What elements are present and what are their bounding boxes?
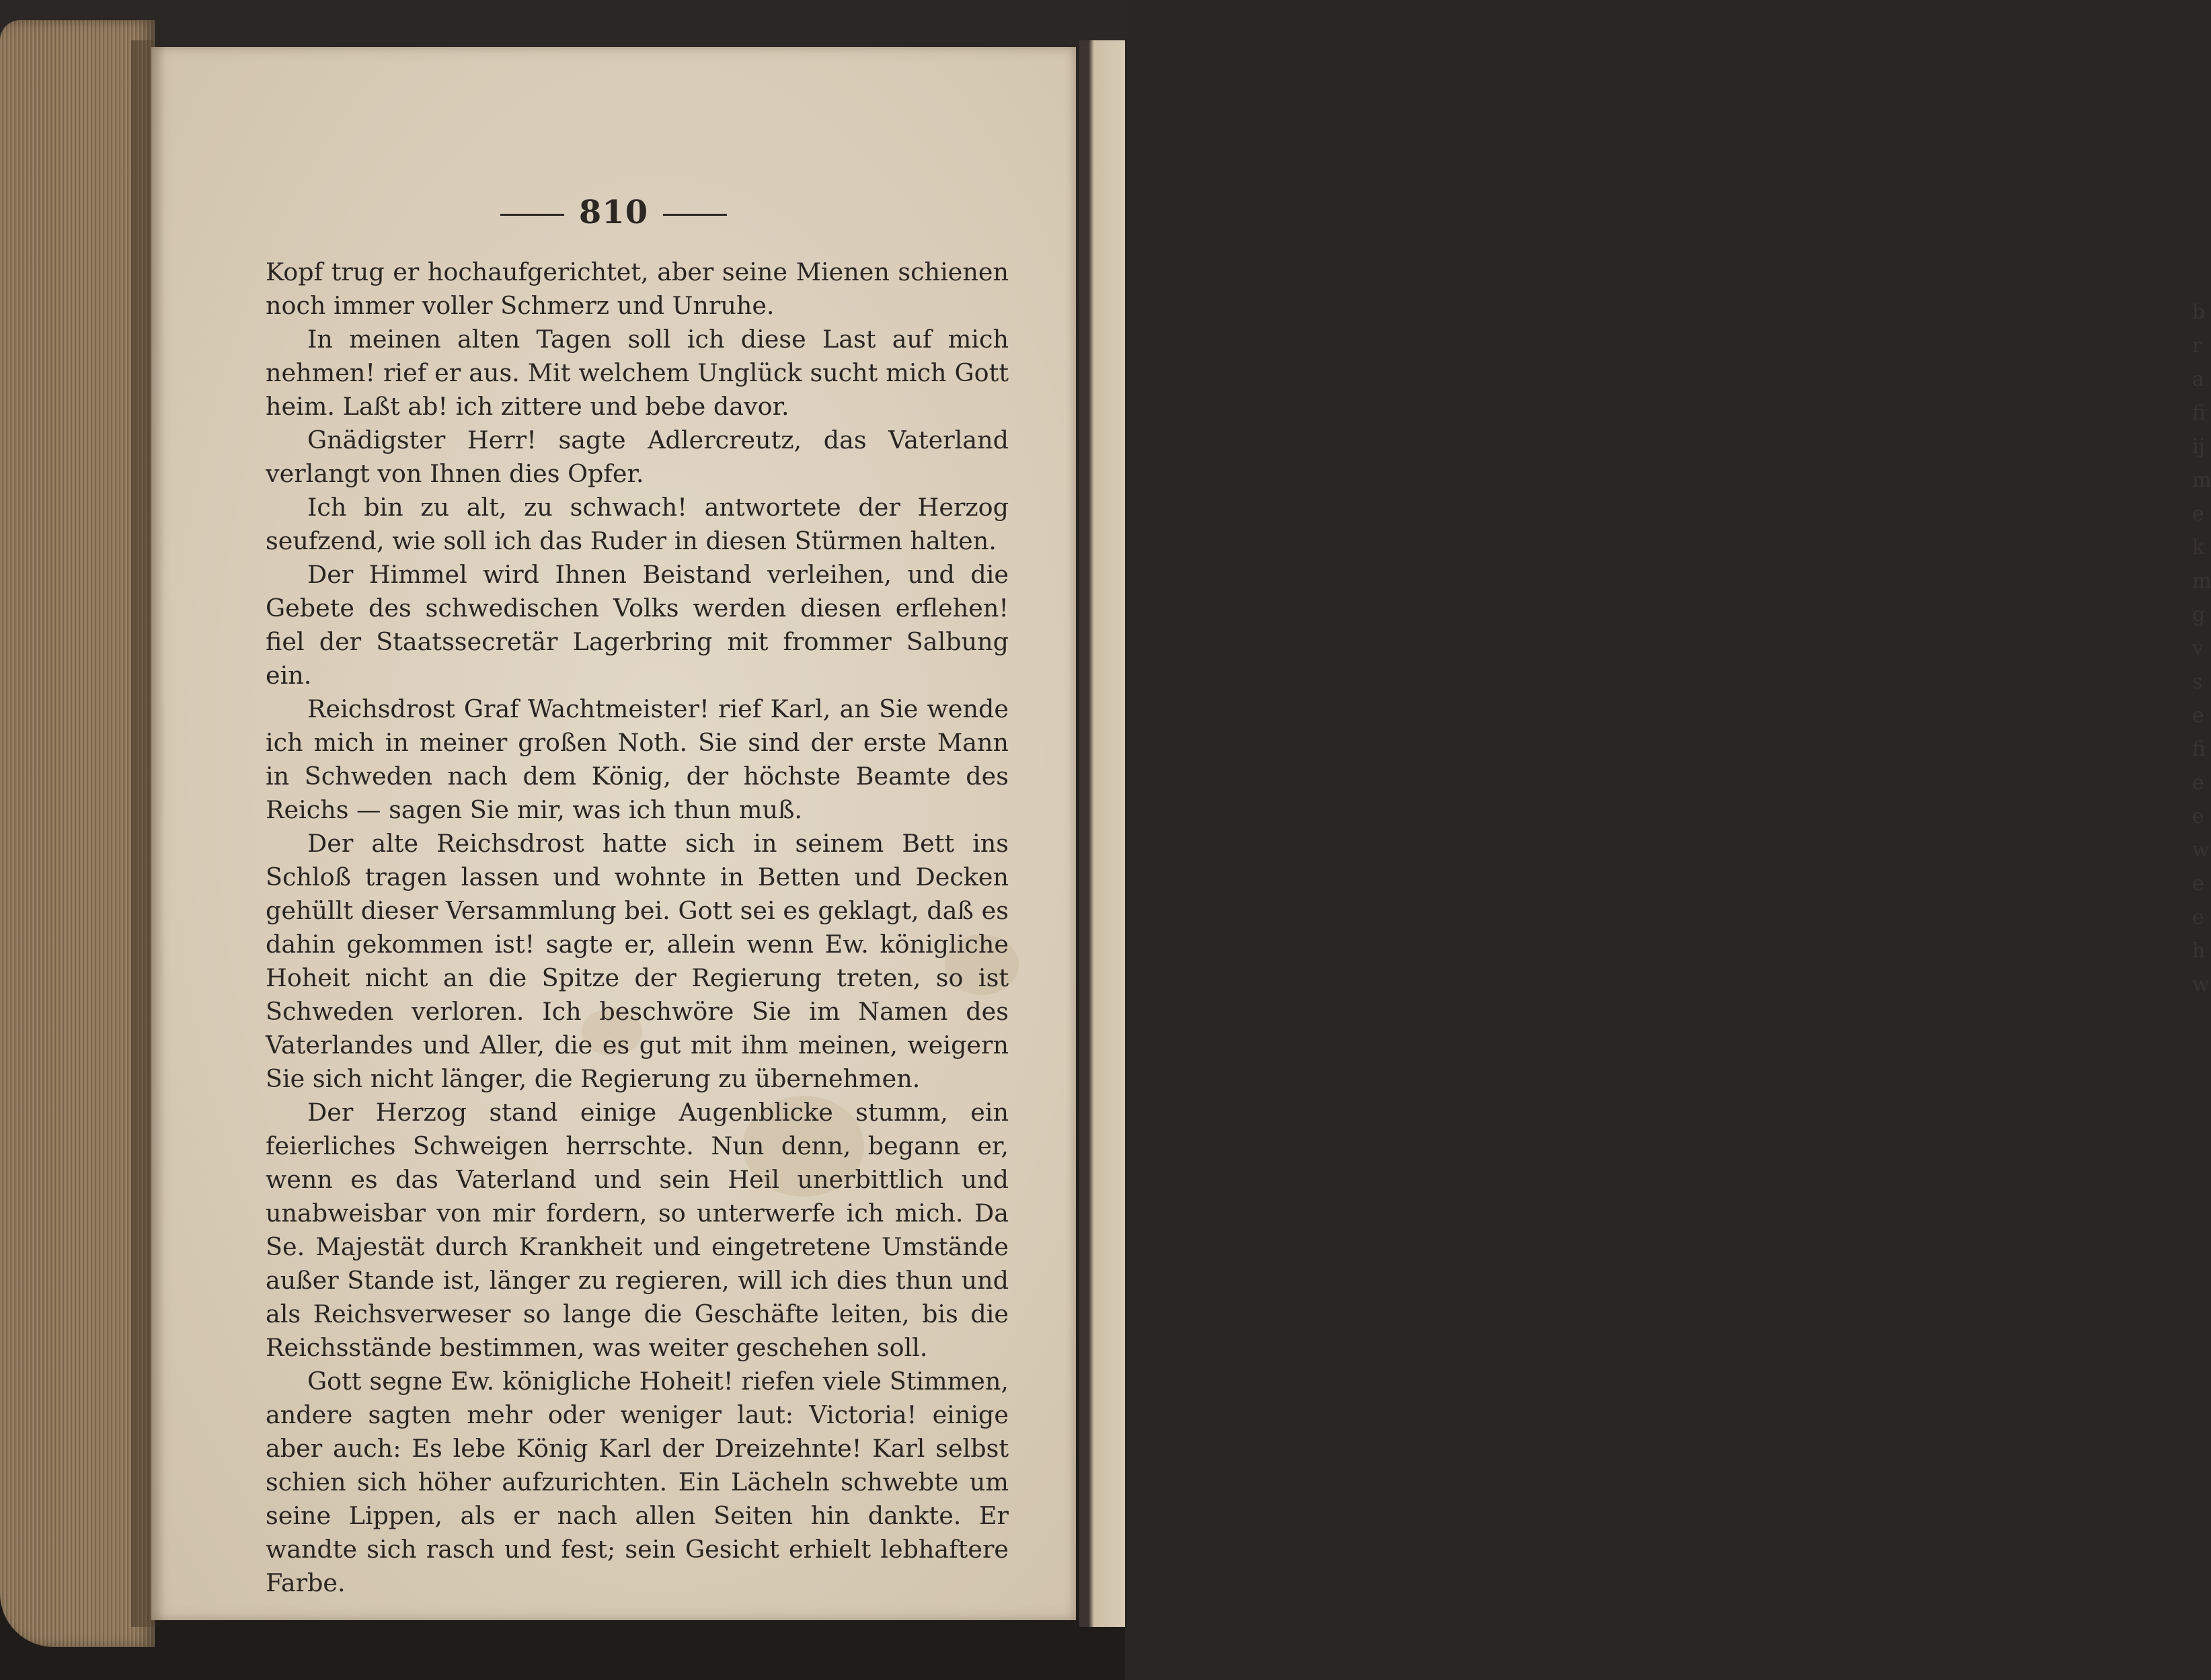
gutter-shadow [131,40,165,1627]
header-rule-left [500,214,564,216]
paragraph: Gnädigster Herr! sagte Adlercreutz, das Vaterland verlangt von Ihnen dies Opfer. [266,426,1009,488]
page-body [266,255,1009,1600]
paragraph: Der Himmel wird Ihnen Beistand verleihen, und die Gebete des schwedischen Volks werden diesen erflehen! fiel der Staatssecretär Lagerbring mit frommer Salbung ein. [266,560,1009,690]
header-rule-right [663,214,727,216]
paragraph: Der alte Reichsdrost hatte sich in seinem Bett ins Schloß tragen lassen und wohnte in Betten und Decken gehüllt dieser Versammlung bei. Gott sei es geklagt, daß es dahin gekommen ist! sagte er, allein wenn Ew. königliche Hoheit nicht an die Spitze der Regierung treten, so ist Schweden verloren. Ich beschwöre Sie im Namen des Vaterlandes und Aller, die es gut mit ihm meinen, weigern Sie sich nicht länger, die Regierung zu übernehmen. [266,829,1009,1093]
paragraph: In meinen alten Tagen soll ich diese Last auf mich nehmen! rief er aus. Mit welchem Unglück sucht mich Gott heim. Laßt ab! ich zittere und bebe davor. [266,325,1009,421]
paragraph: Der Herzog stand einige Augenblicke stumm, ein feierliches Schweigen herrschte. Nun denn, begann er, wenn es das Vaterland und sein Heil unerbittlich und unabweisbar von mir fordern, so unterwerfe ich mich. Da Se. Majestät durch Krankheit und eingetretene Umstände außer Stande ist, länger zu regieren, will ich dies thun und als Reichsverweser so lange die Geschäfte leiten, bis die Reichsstände bestimmen, was weiter geschehen soll. [266,1098,1009,1362]
paragraph: Gott segne Ew. königliche Hoheit! riefen viele Stimmen, andere sagten mehr oder weniger laut: Victoria! einige aber auch: Es lebe König Karl der Dreizehnte! Karl selbst schien sich höher aufzurichten. Ein Lächeln schwebte um seine Lippen, als er nach allen Seiten hin dankte. Er wandte sich rasch und fest; sein Gesicht erhielt lebhaftere Farbe. [266,1367,1009,1597]
paragraph: Kopf trug er hochaufgerichtet, aber seine Mienen schienen noch immer voller Schmerz und Unruhe. [266,257,1009,320]
page-number: 810 [578,194,649,231]
page-header [151,194,1076,231]
next-page-text: b r a fi ij m e k m g v s e fi e e w e e h w [2192,301,2211,996]
next-page-sliver [1079,40,2211,1627]
paragraph: Ich bin zu alt, zu schwach! antwortete der Herzog seufzend, wie soll ich das Ruder in diesen Stürmen halten. [266,493,1009,555]
book-page [151,47,1076,1620]
paragraph: Reichsdrost Graf Wachtmeister! rief Karl, an Sie wende ich mich in meiner großen Noth. Sie sind der erste Mann in Schweden nach dem König, der höchste Beamte des Reichs — sagen Sie mir, was ich thun muß. [266,694,1009,824]
